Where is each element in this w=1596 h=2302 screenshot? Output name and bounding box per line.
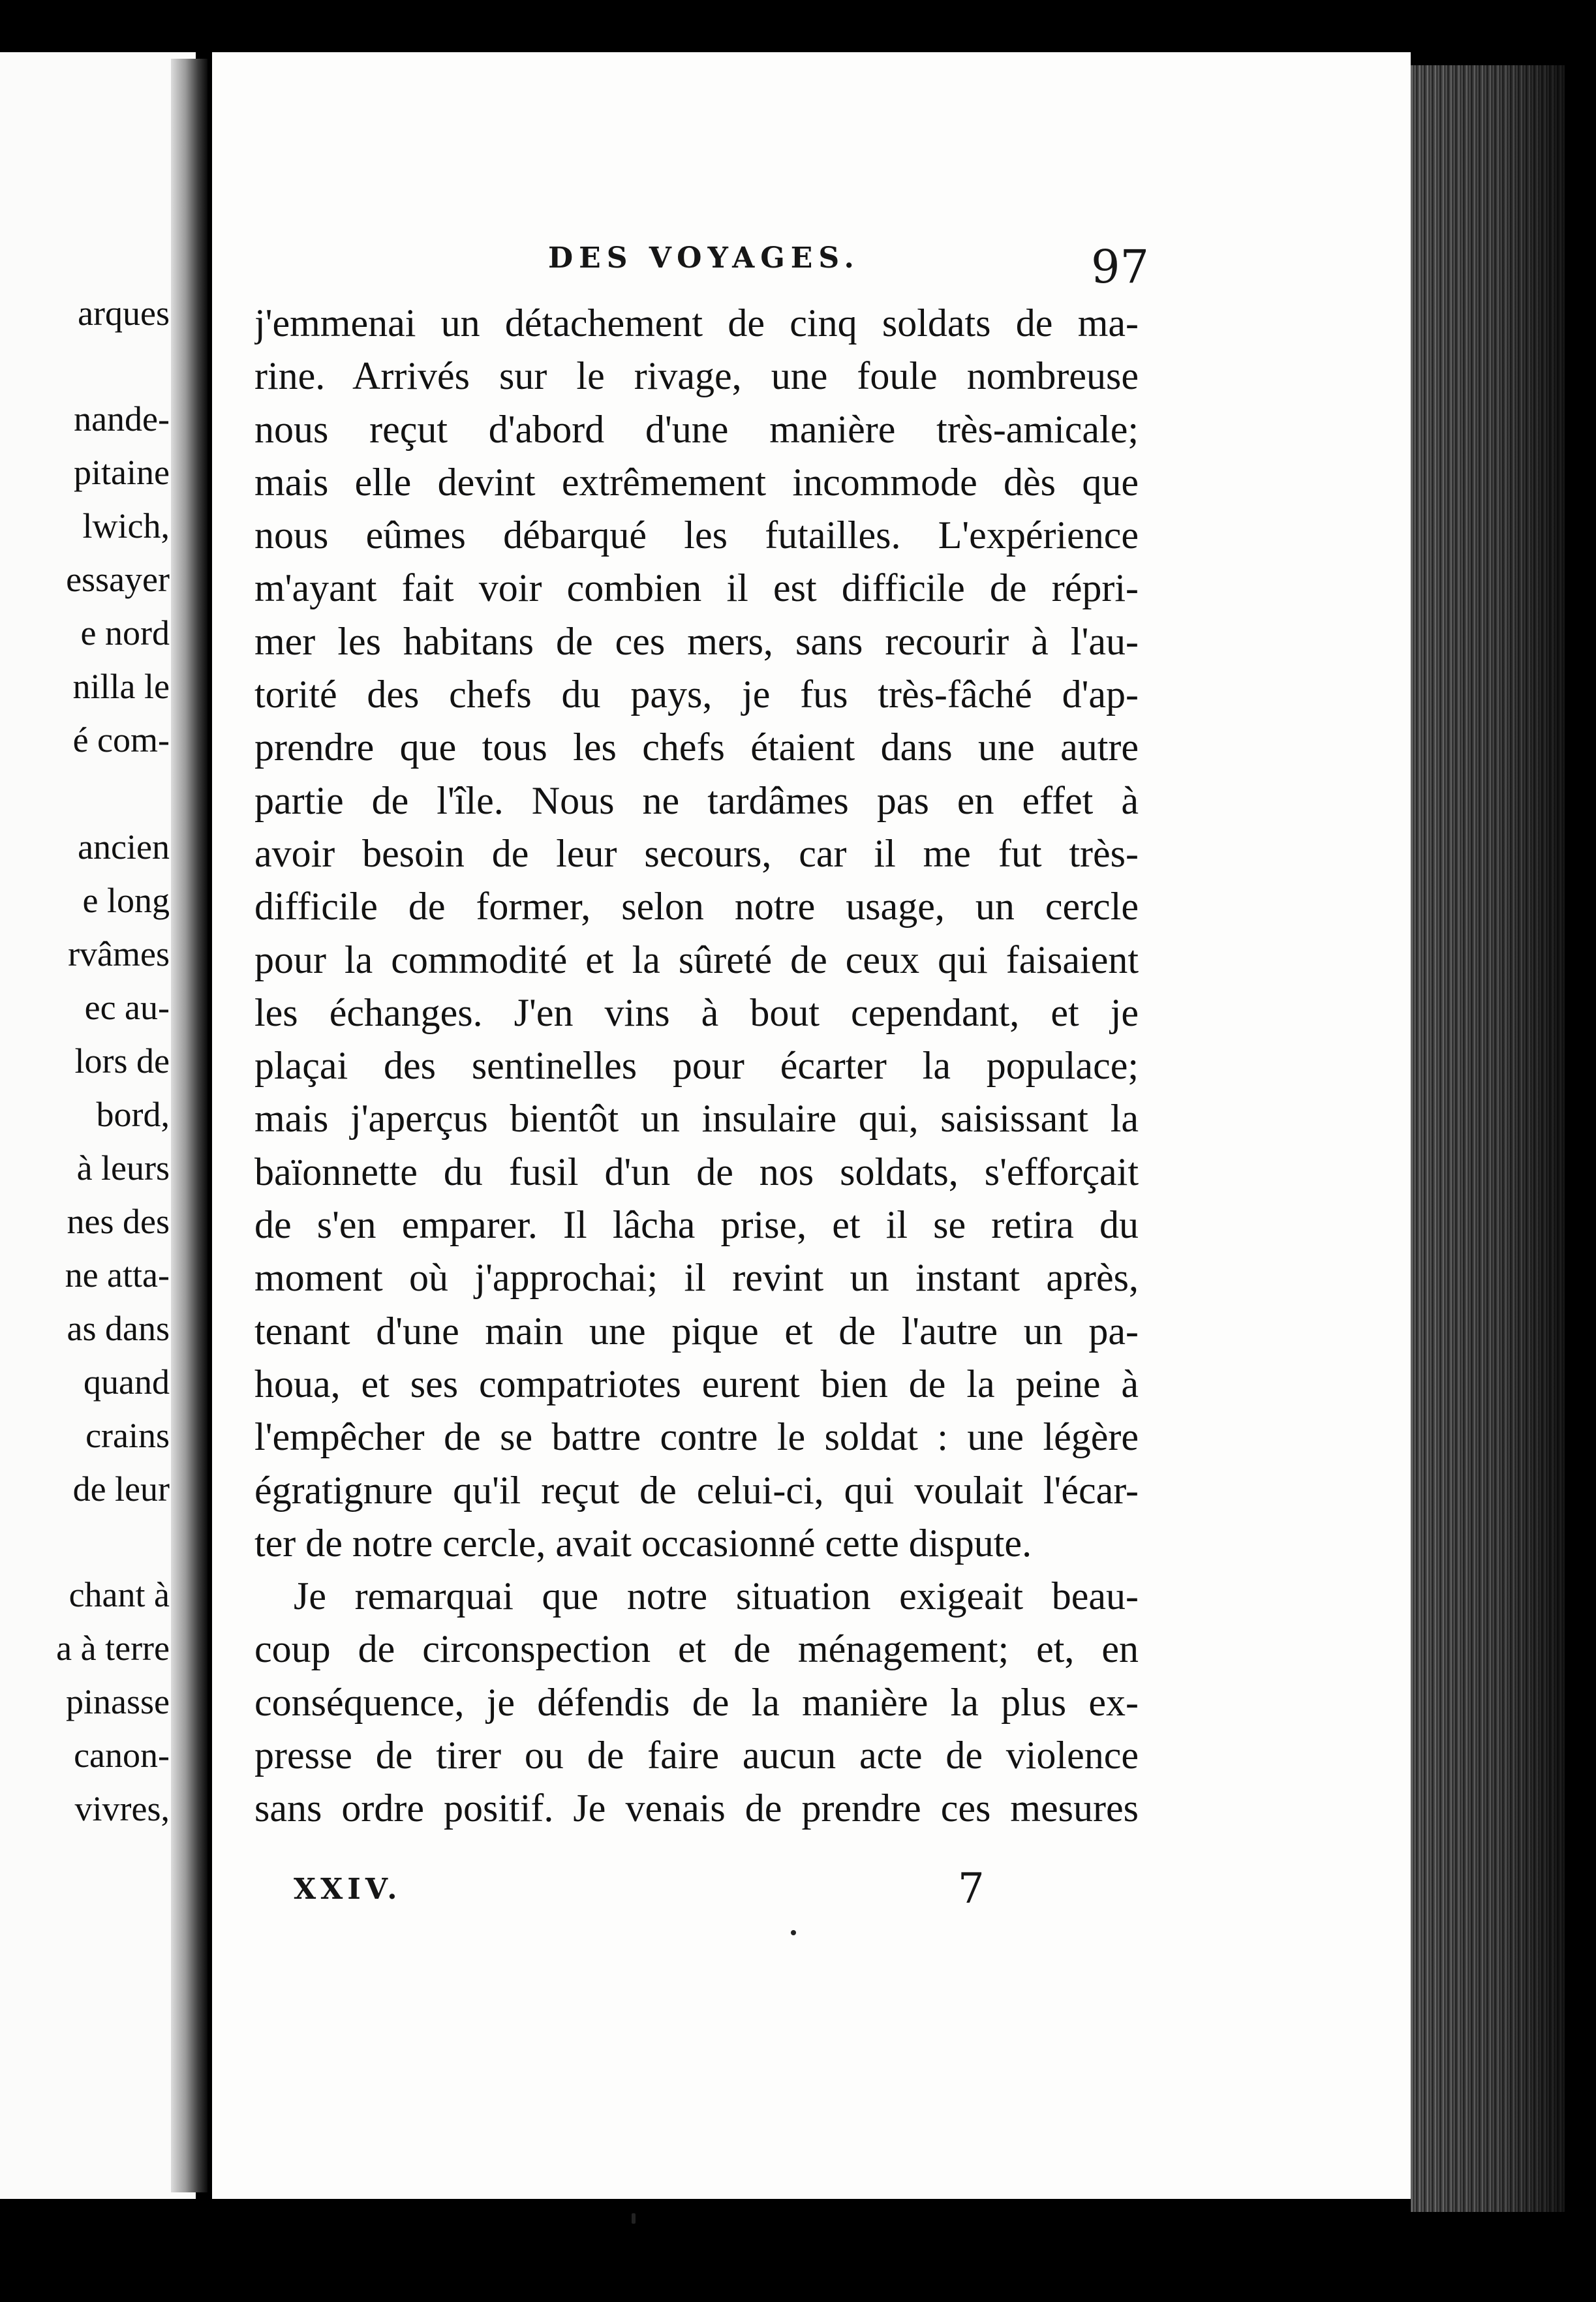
facing-line: ec au- — [84, 988, 170, 1027]
signature-mark: XXIV. — [294, 1873, 402, 1906]
text-line: presse de tirer ou de faire aucun acte de violence — [254, 1734, 1139, 1777]
facing-line: rvâmes — [68, 934, 170, 974]
text-line: nous eûmes débarqué les futailles. L'expérience — [254, 514, 1139, 557]
body-text — [254, 297, 1139, 1835]
facing-line: as dans — [67, 1309, 170, 1348]
paragraph-start-line: Je remarquai que notre situation exigeait beau- — [294, 1574, 1139, 1618]
facing-line: quand — [84, 1362, 170, 1402]
binding-gutter — [171, 59, 207, 2192]
text-line: tenant d'une main une pique et de l'autre un pa- — [254, 1309, 1139, 1353]
facing-line: vivres, — [74, 1789, 170, 1828]
facing-line: ancien — [78, 827, 170, 867]
text-line: mais elle devint extrêmement incommode dès que — [254, 460, 1139, 504]
text-line: rine. Arrivés sur le rivage, une foule nombreuse — [254, 354, 1139, 398]
text-line: mer les habitans de ces mers, sans recourir à l'au- — [254, 619, 1139, 663]
facing-line: nes des — [67, 1202, 170, 1241]
running-header: DES VOYAGES. — [548, 241, 860, 275]
text-line: plaçai des sentinelles pour écarter la populace; — [254, 1044, 1139, 1088]
facing-line: pinasse — [66, 1682, 170, 1721]
text-line: mais j'aperçus bientôt un insulaire qui, saisissant la — [254, 1097, 1139, 1141]
facing-line: e long — [82, 881, 170, 920]
facing-line: arques — [78, 294, 170, 333]
signature-number: 7 — [958, 1865, 985, 1913]
facing-line: de leur — [72, 1469, 170, 1509]
text-line: coup de circonspection et de ménagement; et, en — [254, 1627, 1139, 1671]
text-line: égratignure qu'il reçut de celui-ci, qui voulait l'écar- — [254, 1468, 1139, 1512]
facing-page-text — [0, 0, 170, 2302]
text-line: partie de l'île. Nous ne tardâmes pas en effet à — [254, 778, 1139, 822]
text-line: l'empêcher de se battre contre le soldat : une légère — [254, 1415, 1139, 1459]
text-line: difficile de former, selon notre usage, un cercle — [254, 885, 1139, 928]
facing-line: bord, — [96, 1095, 170, 1134]
ink-speck — [632, 2213, 636, 2224]
facing-line: nilla le — [72, 667, 170, 706]
facing-line: à leurs — [76, 1148, 170, 1188]
text-line: les échanges. J'en vins à bout cependant, et je — [254, 990, 1139, 1034]
page-block-shadow — [1411, 65, 1565, 2212]
text-line: j'emmenai un détachement de cinq soldats de ma- — [254, 301, 1139, 345]
text-line: conséquence, je défendis de la manière la plus ex- — [254, 1680, 1139, 1724]
ink-speck — [791, 1930, 796, 1935]
facing-line: ne atta- — [65, 1255, 170, 1295]
facing-line: lwich, — [82, 506, 170, 545]
facing-line: crains — [85, 1416, 170, 1455]
facing-line: essayer — [66, 560, 170, 599]
text-line: m'ayant fait voir combien il est difficile de répri- — [254, 566, 1139, 610]
text-line: baïonnette du fusil d'un de nos soldats, s'efforçait — [254, 1150, 1139, 1193]
text-line: moment où j'approchai; il revint un instant après, — [254, 1256, 1139, 1300]
text-line: avoir besoin de leur secours, car il me fut très- — [254, 831, 1139, 875]
facing-line: canon- — [74, 1736, 170, 1775]
text-line: ter de notre cercle, avait occasionné cette dispute. — [254, 1521, 1032, 1565]
text-line: pour la commodité et la sûreté de ceux qui faisaient — [254, 938, 1139, 981]
text-line: prendre que tous les chefs étaient dans une autre — [254, 726, 1139, 769]
text-line: nous reçut d'abord d'une manière très-amicale; — [254, 407, 1139, 451]
facing-line: nande- — [74, 399, 170, 438]
facing-line: a à terre — [56, 1629, 170, 1668]
text-line: de s'en emparer. Il lâcha prise, et il se retira du — [254, 1203, 1139, 1247]
facing-line: chant à — [69, 1575, 170, 1614]
text-line: torité des chefs du pays, je fus très-fâché d'ap- — [254, 673, 1139, 716]
facing-line: é com- — [72, 720, 170, 760]
text-line: houa, et ses compatriotes eurent bien de la peine à — [254, 1362, 1139, 1405]
page-number: 97 — [1091, 240, 1150, 294]
facing-line: pitaine — [74, 453, 170, 492]
text-line: sans ordre positif. Je venais de prendre ces mesures — [254, 1787, 1139, 1830]
facing-line: lors de — [74, 1041, 170, 1081]
facing-line: e nord — [80, 613, 170, 652]
